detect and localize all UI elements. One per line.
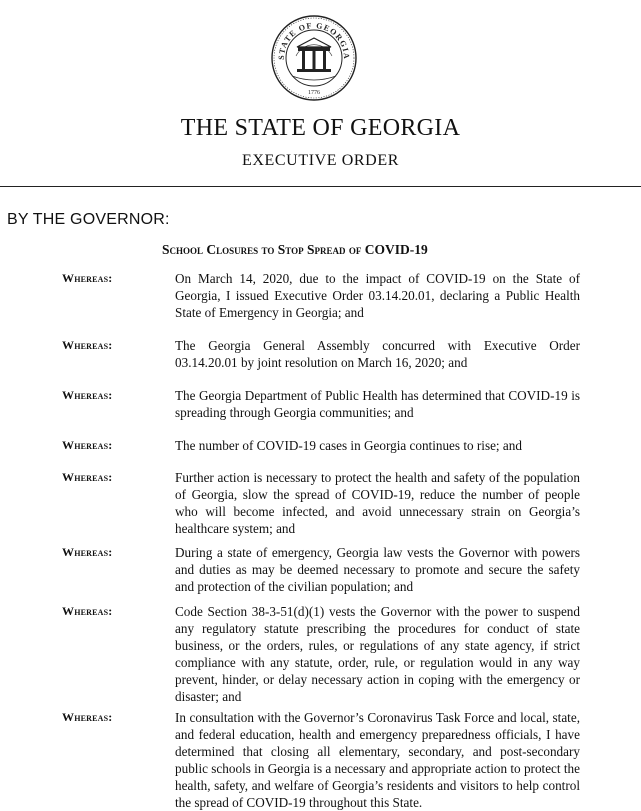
clause-text: In consultation with the Governor’s Coronavirus Task Force and local, state, and federal education, health and emergency preparedness officials, I have determined that closing all elementary, secondary, and post-secondary public schools in Georgia is a necessary and appropriate action to protect the health, safety, and welfare of Georgia’s residents and visitors to help control the spread of COVID-19 throughout this State. <box>175 710 580 810</box>
clause-label: Whereas: <box>62 338 113 352</box>
clause-text: The number of COVID-19 cases in Georgia continues to rise; and <box>175 438 522 453</box>
clause-label: Whereas: <box>62 470 113 484</box>
clause-text: The Georgia General Assembly concurred with Executive Order 03.14.20.01 by joint resolution on March 16, 2020; and <box>175 338 580 370</box>
clause-text: Further action is necessary to protect the health and safety of the population of Georgia, slow the spread of COVID-19, reduce the number of people who will become infected, and avoid unnecessary strain on Georgia’s healthcare system; and <box>175 470 580 536</box>
clause-text: Code Section 38-3-51(d)(1) vests the Governor with the power to suspend any regulatory statute prescribing the procedures for conduct of state business, or the orders, rules, or regulations of any state agency, if strict compliance with any statute, order, rule, or regulation would in any way prevent, hinder, or delay necessary action in coping with the emergency or disaster; and <box>175 604 580 704</box>
clause-label: Whereas: <box>62 604 113 618</box>
state-title: THE STATE OF GEORGIA <box>180 115 461 141</box>
clause-text: During a state of emergency, Georgia law vests the Governor with powers and duties as may be deemed necessary to promote and secure the safety and protection of the civilian population; and <box>175 545 580 594</box>
header-divider <box>0 186 641 187</box>
clause-text: On March 14, 2020, due to the impact of COVID-19 on the State of Georgia, I issued Executive Order 03.14.20.01, declaring a Public Health State of Emergency in Georgia; and <box>175 271 580 320</box>
order-subject: School Closures to Stop Spread of COVID-19 <box>162 242 428 257</box>
by-the-governor: BY THE GOVERNOR: <box>7 211 170 228</box>
clause-label: Whereas: <box>62 545 113 559</box>
clause-label: Whereas: <box>62 388 113 402</box>
clause-label: Whereas: <box>62 271 113 285</box>
state-of-georgia-seal-icon <box>270 14 358 102</box>
seal-text: STATE OF GEORGIA <box>276 20 352 61</box>
clause-label: Whereas: <box>62 710 113 724</box>
seal-year: 1776 <box>308 90 320 96</box>
clause-label: Whereas: <box>62 438 113 452</box>
clause-text: The Georgia Department of Public Health has determined that COVID-19 is spreading through Georgia communities; and <box>175 388 580 420</box>
order-title: EXECUTIVE ORDER <box>242 152 399 169</box>
state-seal <box>270 14 358 102</box>
